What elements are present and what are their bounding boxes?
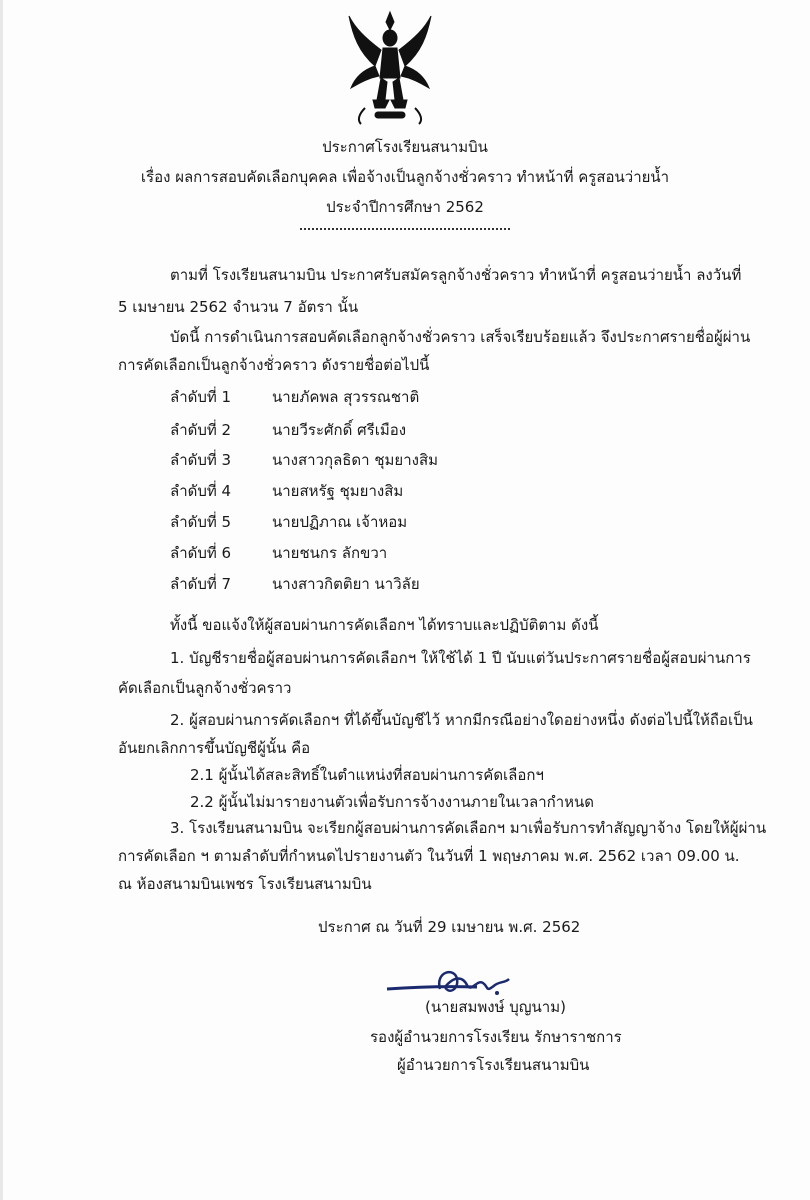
list-item-name: นางสาวกิตติยา นาวิลัย bbox=[272, 575, 420, 593]
signer-name: (นายสมพงษ์ บุญนาม) bbox=[425, 998, 566, 1016]
list-item-name: นายภัคพล สุวรรณชาติ bbox=[272, 388, 420, 406]
list-item-order: ลำดับที่ 2 bbox=[170, 421, 232, 439]
condition-2-line-1: 2. ผู้สอบผ่านการคัดเลือกฯ ที่ได้ขึ้นบัญชีไว้ หากมีกรณีอย่างใดอย่างหนึ่ง ดังต่อไปนี้ให้ถือเป็น bbox=[170, 711, 753, 729]
list-item-order: ลำดับที่ 1 bbox=[170, 388, 232, 406]
paragraph-2-line-2: การคัดเลือกเป็นลูกจ้างชั่วคราว ดังรายชื่อต่อไปนี้ bbox=[118, 356, 430, 374]
list-item-name: นายชนกร ลักขวา bbox=[272, 544, 388, 562]
list-item-order: ลำดับที่ 6 bbox=[170, 544, 232, 562]
paragraph-1-line-2: 5 เมษายน 2562 จำนวน 7 อัตรา นั้น bbox=[118, 298, 359, 316]
condition-2-line-2: อันยกเลิกการขึ้นบัญชีผู้นั้น คือ bbox=[118, 739, 311, 757]
announcement-date: ประกาศ ณ วันที่ 29 เมษายน พ.ศ. 2562 bbox=[318, 918, 581, 936]
document-title: ประกาศโรงเรียนสนามบิน bbox=[322, 138, 488, 156]
list-item-name: นายวีระศักดิ์ ศรีเมือง bbox=[272, 421, 407, 439]
list-item-order: ลำดับที่ 3 bbox=[170, 451, 232, 469]
document-year: ประจำปีการศึกษา 2562 bbox=[326, 198, 484, 216]
list-item-name: นางสาวกุลธิดา ชุมยางสิม bbox=[272, 451, 439, 469]
condition-3-line-1: 3. โรงเรียนสนามบิน จะเรียกผู้สอบผ่านการคัดเลือกฯ มาเพื่อรับการทำสัญญาจ้าง โดยให้ผู้ผ่าน bbox=[170, 819, 767, 837]
paragraph-2-line-1: บัดนี้ การดำเนินการสอบคัดเลือกลูกจ้างชั่วคราว เสร็จเรียบร้อยแล้ว จึงประกาศรายชื่อผู้ผ่าน bbox=[170, 328, 751, 346]
list-item-order: ลำดับที่ 7 bbox=[170, 575, 232, 593]
conditions-intro: ทั้งนี้ ขอแจ้งให้ผู้สอบผ่านการคัดเลือกฯ ได้ทราบและปฏิบัติตาม ดังนี้ bbox=[170, 616, 599, 634]
paragraph-1-line-1: ตามที่ โรงเรียนสนามบิน ประกาศรับสมัครลูกจ้างชั่วคราว ทำหน้าที่ ครูสอนว่ายน้ำ ลงวันที่ bbox=[170, 266, 742, 284]
condition-2-2: 2.2 ผู้นั้นไม่มารายงานตัวเพื่อรับการจ้างงานภายในเวลากำหนด bbox=[190, 793, 595, 811]
list-item-name: นายสหรัฐ ชุมยางสิม bbox=[272, 482, 404, 500]
document-subject: เรื่อง ผลการสอบคัดเลือกบุคคล เพื่อจ้างเป็นลูกจ้างชั่วคราว ทำหน้าที่ ครูสอนว่ายน้ำ bbox=[140, 168, 670, 186]
list-item-order: ลำดับที่ 5 bbox=[170, 513, 232, 531]
condition-3-line-2: การคัดเลือก ฯ ตามลำดับที่กำหนดไปรายงานตัว ในวันที่ 1 พฤษภาคม พ.ศ. 2562 เวลา 09.00 น. bbox=[118, 847, 740, 865]
list-item-name: นายปฏิภาณ เจ้าหอม bbox=[272, 513, 408, 531]
condition-1-line-2: คัดเลือกเป็นลูกจ้างชั่วคราว bbox=[118, 679, 292, 697]
list-item-order: ลำดับที่ 4 bbox=[170, 482, 232, 500]
garuda-emblem-icon bbox=[345, 8, 435, 126]
signer-role-1: รองผู้อำนวยการโรงเรียน รักษาราชการ bbox=[370, 1028, 622, 1046]
dotted-divider bbox=[300, 228, 510, 230]
signer-role-2: ผู้อำนวยการโรงเรียนสนามบิน bbox=[397, 1056, 590, 1074]
condition-3-line-3: ณ ห้องสนามบินเพชร โรงเรียนสนามบิน bbox=[118, 875, 372, 893]
condition-1-line-1: 1. บัญชีรายชื่อผู้สอบผ่านการคัดเลือกฯ ให้ใช้ได้ 1 ปี นับแต่วันประกาศรายชื่อผู้สอบผ่านการ bbox=[170, 649, 751, 667]
condition-2-1: 2.1 ผู้นั้นได้สละสิทธิ์ในตำแหน่งที่สอบผ่านการคัดเลือกฯ bbox=[190, 766, 544, 784]
